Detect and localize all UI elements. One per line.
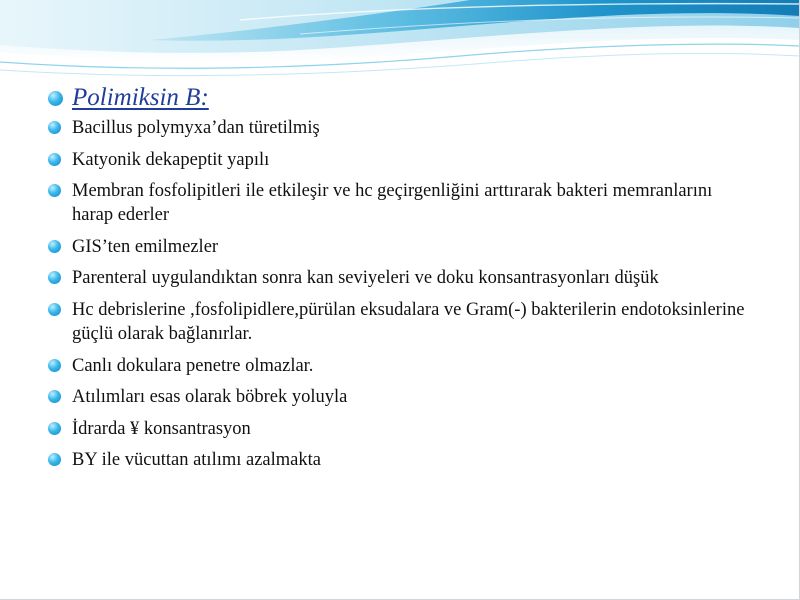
- bullet-item: [46, 448, 746, 472]
- bullet-text: Canlı dokulara penetre olmazlar.: [72, 355, 314, 376]
- bullet-icon: [48, 359, 61, 372]
- bullet-text: Katyonik dekapeptit yapılı: [72, 149, 270, 170]
- bullet-icon: [48, 422, 61, 435]
- bullet-item: [46, 266, 746, 290]
- slide-content: [46, 80, 746, 480]
- bullet-icon: [48, 303, 61, 316]
- bullet-text: GIS’ten emilmezler: [72, 236, 219, 257]
- slide-title: Polimiksin B:: [72, 84, 209, 111]
- bullet-text: Hc debrislerine ,fosfolipidlere,pürülan eksudalara ve Gram(-) bakterilerin endotoksinlerine güçlü olarak bağlanırlar.: [72, 299, 745, 344]
- bullet-item: [46, 385, 746, 409]
- bullet-text: Atılımları esas olarak böbrek yoluyla: [72, 387, 348, 408]
- bullet-item: [46, 116, 746, 140]
- bullet-text: İdrarda ¥ konsantrasyon: [72, 418, 251, 439]
- bullet-item: [46, 298, 746, 346]
- bullet-text: Membran fosfolipitleri ile etkileşir ve hc geçirgenliğini arttırarak bakteri memranlarını harap ederler: [72, 181, 713, 226]
- bullet-icon: [48, 121, 61, 134]
- bullet-icon: [48, 390, 61, 403]
- bullet-icon: [48, 453, 61, 466]
- header-wave-decoration: [0, 0, 800, 90]
- bullet-icon: [48, 91, 63, 106]
- title-row: [46, 80, 746, 116]
- bullet-icon: [48, 240, 61, 253]
- bullet-text: BY ile vücuttan atılımı azalmakta: [72, 450, 321, 471]
- bullet-icon: [48, 271, 61, 284]
- bullet-item: [46, 179, 746, 227]
- bullet-text: Parenteral uygulandıktan sonra kan seviyeleri ve doku konsantrasyonları düşük: [72, 268, 659, 289]
- bullet-item: [46, 235, 746, 259]
- bullet-icon: [48, 153, 61, 166]
- bullet-item: [46, 354, 746, 378]
- bullet-text: Bacillus polymyxa’dan türetilmiş: [72, 118, 320, 138]
- bullet-list: [46, 116, 746, 472]
- bullet-icon: [48, 184, 61, 197]
- bullet-item: [46, 417, 746, 441]
- bullet-item: [46, 148, 746, 172]
